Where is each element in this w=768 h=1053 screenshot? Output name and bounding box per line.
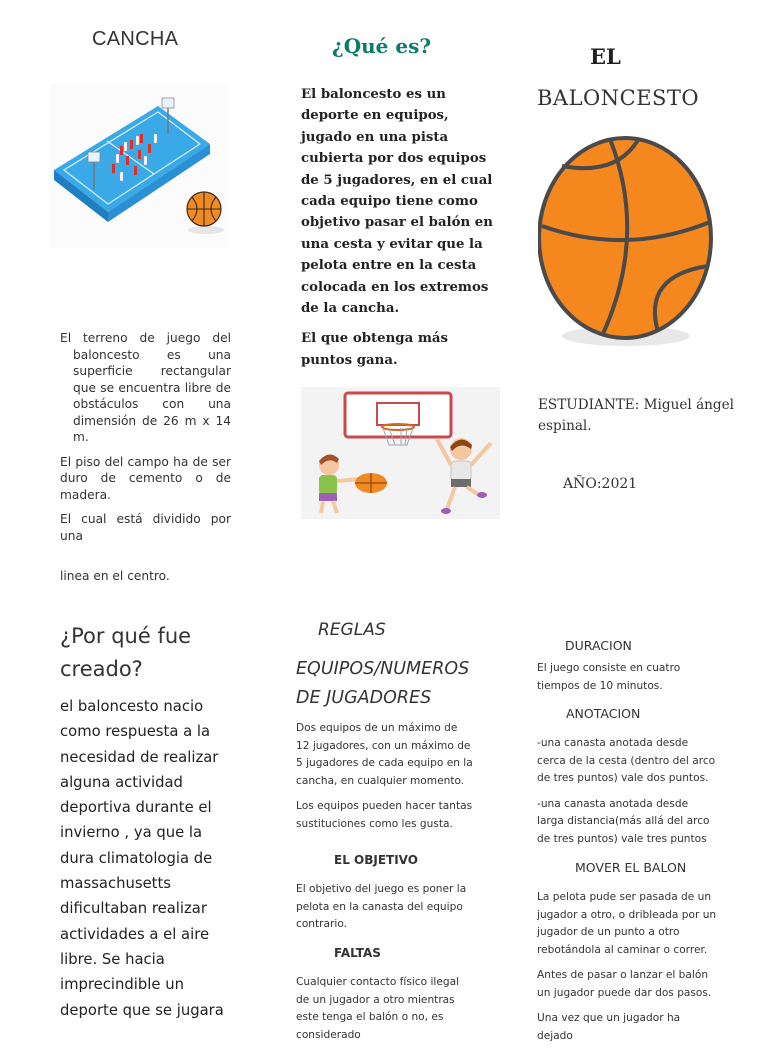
kids-basketball-image bbox=[301, 387, 500, 519]
que-es-heading: ¿Qué es? bbox=[332, 34, 432, 58]
objetivo-description: El objetivo del juego es poner la pelota en la canasta del equipo contrario. bbox=[296, 883, 467, 930]
mover-paragraph-1: La pelota pude ser pasada de un jugador a otro, o dribleada por un jugador de un punto a otro rebotándola al caminar o correr. bbox=[537, 891, 717, 956]
basketball-icon bbox=[538, 136, 718, 350]
anotacion-paragraph-1: -una canasta anotada desde cerca de la cesta (dentro del arco de tres puntos) vale dos puntos. bbox=[537, 737, 716, 784]
por-que-heading: ¿Por qué fue creado? bbox=[60, 624, 192, 681]
mover-balon-description bbox=[537, 889, 717, 1053]
student-name: ESTUDIANTE: Miguel ángel espinal. bbox=[538, 397, 735, 434]
cancha-paragraph-1: El terreno de juego del baloncesto es una superficie rectangular que se encuentra libre de obstáculos con una dimensión de 26 m x 14 m. bbox=[60, 331, 231, 444]
que-es-description bbox=[301, 84, 496, 380]
faltas-heading: FALTAS bbox=[334, 946, 381, 960]
cancha-paragraph-3: El cual está dividido por una bbox=[60, 512, 231, 543]
que-es-paragraph-2: El que obtenga más puntos gana. bbox=[301, 331, 449, 368]
mover-balon-heading: MOVER EL BALON bbox=[575, 860, 687, 875]
cancha-continuation: linea en el centro. bbox=[60, 569, 170, 583]
anotacion-paragraph-2: -una canasta anotada desde larga distancia(más allá del arco de tres puntos) vale tres puntos bbox=[537, 797, 710, 845]
anotacion-heading: ANOTACION bbox=[566, 706, 641, 721]
que-es-paragraph-1: El baloncesto es un deporte en equipos, jugado en una pista cubierta por dos equipos de 5 jugadores, en el cual cada equipo tiene como objetivo pasar el balón en una cesta y evitar que la pelota entre en la cesta colocada en los extremos de la cancha. bbox=[301, 87, 493, 317]
basketball-court-image bbox=[50, 84, 228, 248]
anotacion-description bbox=[537, 735, 717, 856]
equipos-heading: EQUIPOS/NUMEROS DE JUGADORES bbox=[296, 659, 470, 708]
cancha-paragraph-2: El piso del campo ha de ser duro de cemento o de madera. bbox=[60, 454, 231, 502]
por-que-description: el baloncesto nacio como respuesta a la necesidad de realizar alguna actividad deportiva durante el invierno , ya que la dura climatologia de massachusetts dificultaban realizar actividades a el aire libre. Se hacia imprecindible un deporte que se jugara bbox=[60, 698, 224, 1019]
cancha-title: CANCHA bbox=[92, 28, 179, 50]
reglas-heading: REGLAS bbox=[318, 620, 386, 640]
main-title-line-1: EL bbox=[590, 44, 621, 69]
main-title-line-2: BALONCESTO bbox=[537, 86, 700, 110]
mover-paragraph-2: Antes de pasar o lanzar el balón un jugador puede dar dos pasos. bbox=[537, 969, 712, 999]
year-label: AÑO:2021 bbox=[563, 476, 638, 492]
duracion-heading: DURACION bbox=[565, 638, 632, 653]
equipos-paragraph-1: Dos equipos de un máximo de 12 jugadores, con un máximo de 5 jugadores de cada equipo en la cancha, en cualquier momento. bbox=[296, 722, 473, 787]
cancha-description bbox=[60, 330, 231, 552]
equipos-description bbox=[296, 720, 474, 841]
faltas-description: Cualquier contacto físico ilegal de un jugador a otro mientras este tenga el balón o no, es considerado bbox=[296, 976, 460, 1041]
equipos-paragraph-2: Los equipos pueden hacer tantas sustituciones como les gusta. bbox=[296, 800, 473, 830]
duracion-description: El juego consiste en cuatro tiempos de 10 minutos. bbox=[537, 662, 681, 692]
mover-paragraph-3: Una vez que un jugador ha dejado bbox=[537, 1012, 681, 1042]
objetivo-heading: EL OBJETIVO bbox=[334, 853, 418, 867]
